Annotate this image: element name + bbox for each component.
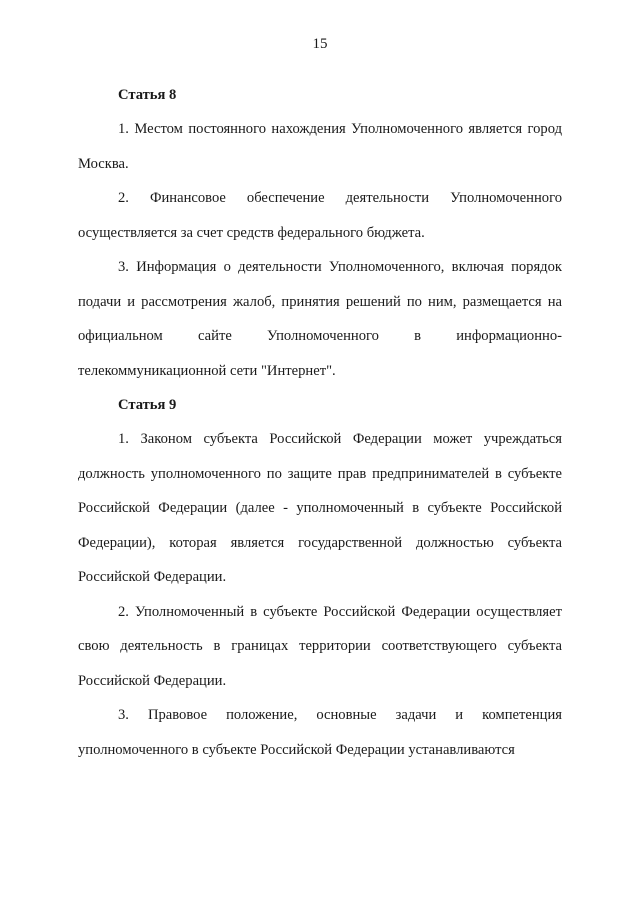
article-9-paragraph-1: 1. Законом субъекта Российской Федерации может учреждаться должность уполномоченного по защите прав предпринимателей в субъекте Российской Федерации (далее - уполномоченный в субъекте Российской Федерации), которая является государственной должностью субъекта Российской Федерации. xyxy=(78,431,562,585)
article-9-paragraph-2: 2. Уполномоченный в субъекте Российской Федерации осуществляет свою деятельность в границах территории соответствующего субъекта Российской Федерации. xyxy=(78,603,562,689)
document-body xyxy=(78,78,562,767)
article-9-heading: Статья 9 xyxy=(118,397,177,413)
article-8-paragraph-2: 2. Финансовое обеспечение деятельности Уполномоченного осуществляется за счет средств федерального бюджета. xyxy=(78,190,562,241)
page-number: 15 xyxy=(312,36,328,52)
article-8-paragraph-3: 3. Информация о деятельности Уполномоченного, включая порядок подачи и рассмотрения жалоб, принятия решений по ним, размещается на официальном сайте Уполномоченного в информационно-телекоммуникационной сети "Интернет". xyxy=(78,259,562,379)
article-8-paragraph-1: 1. Местом постоянного нахождения Уполномоченного является город Москва. xyxy=(78,121,562,172)
article-8-heading: Статья 8 xyxy=(118,87,177,103)
article-9-paragraph-3: 3. Правовое положение, основные задачи и компетенция уполномоченного в субъекте Российской Федерации устанавливаются xyxy=(78,707,562,758)
